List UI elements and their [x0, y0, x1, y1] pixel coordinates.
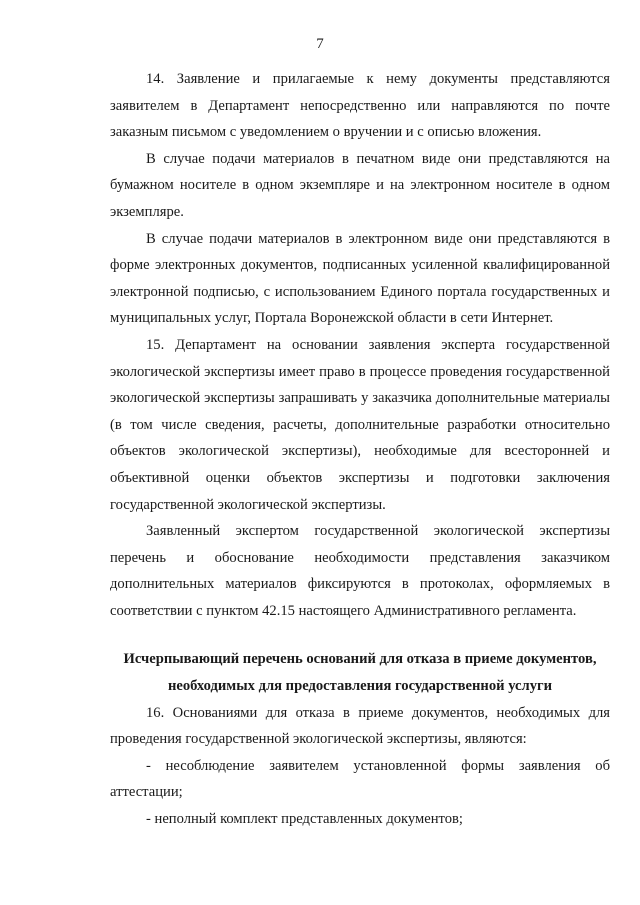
list-item-incomplete-documents: - неполный комплект представленных документов; [146, 811, 463, 828]
paragraph-15: 15. Департамент на основании заявления эксперта государственной экологической экспертизы имеет право в процессе проведения государственной экологической экспертизы запрашивать у заказчика дополнительные материалы (в том числе сведения, расчеты, дополнительные разработки относительно объектов экологической экспертизы), необходимые для всесторонней и объективной оценки объектов экспертизы и подготовки заключения государственной экологической экспертизы. [110, 336, 610, 513]
list-item-form-noncompliance: - несоблюдение заявителем установленной формы заявления об аттестации; [110, 757, 610, 801]
section-heading: Исчерпывающий перечень оснований для отказа в приеме документов, необходимых для предоставления государственной услуги [123, 651, 597, 695]
document-body [110, 66, 610, 833]
paragraph-16: 16. Основаниями для отказа в приеме документов, необходимых для проведения государственной экологической экспертизы, являются: [110, 704, 610, 748]
page-number: 7 [316, 36, 324, 52]
paragraph-electronic-form: В случае подачи материалов в электронном виде они представляются в форме электронных документов, подписанных усиленной квалифицированной электронной подписью, с использованием Единого портала государственных и муниципальных услуг, Портала Воронежской области в сети Интернет. [110, 230, 610, 327]
paragraph-additional-materials: Заявленный экспертом государственной экологической экспертизы перечень и обоснование необходимости представления заказчиком дополнительных материалов фиксируются в протоколах, оформляемых в соответствии с пунктом 42.15 настоящего Административного регламента. [110, 523, 610, 619]
paragraph-14: 14. Заявление и прилагаемые к нему документы представляются заявителем в Департамент непосредственно или направляются по почте заказным письмом с уведомлением о вручении и с описью вложения. [110, 71, 610, 141]
paragraph-print-form: В случае подачи материалов в печатном виде они представляются на бумажном носителе в одном экземпляре и на электронном носителе в одном экземпляре. [110, 150, 610, 220]
